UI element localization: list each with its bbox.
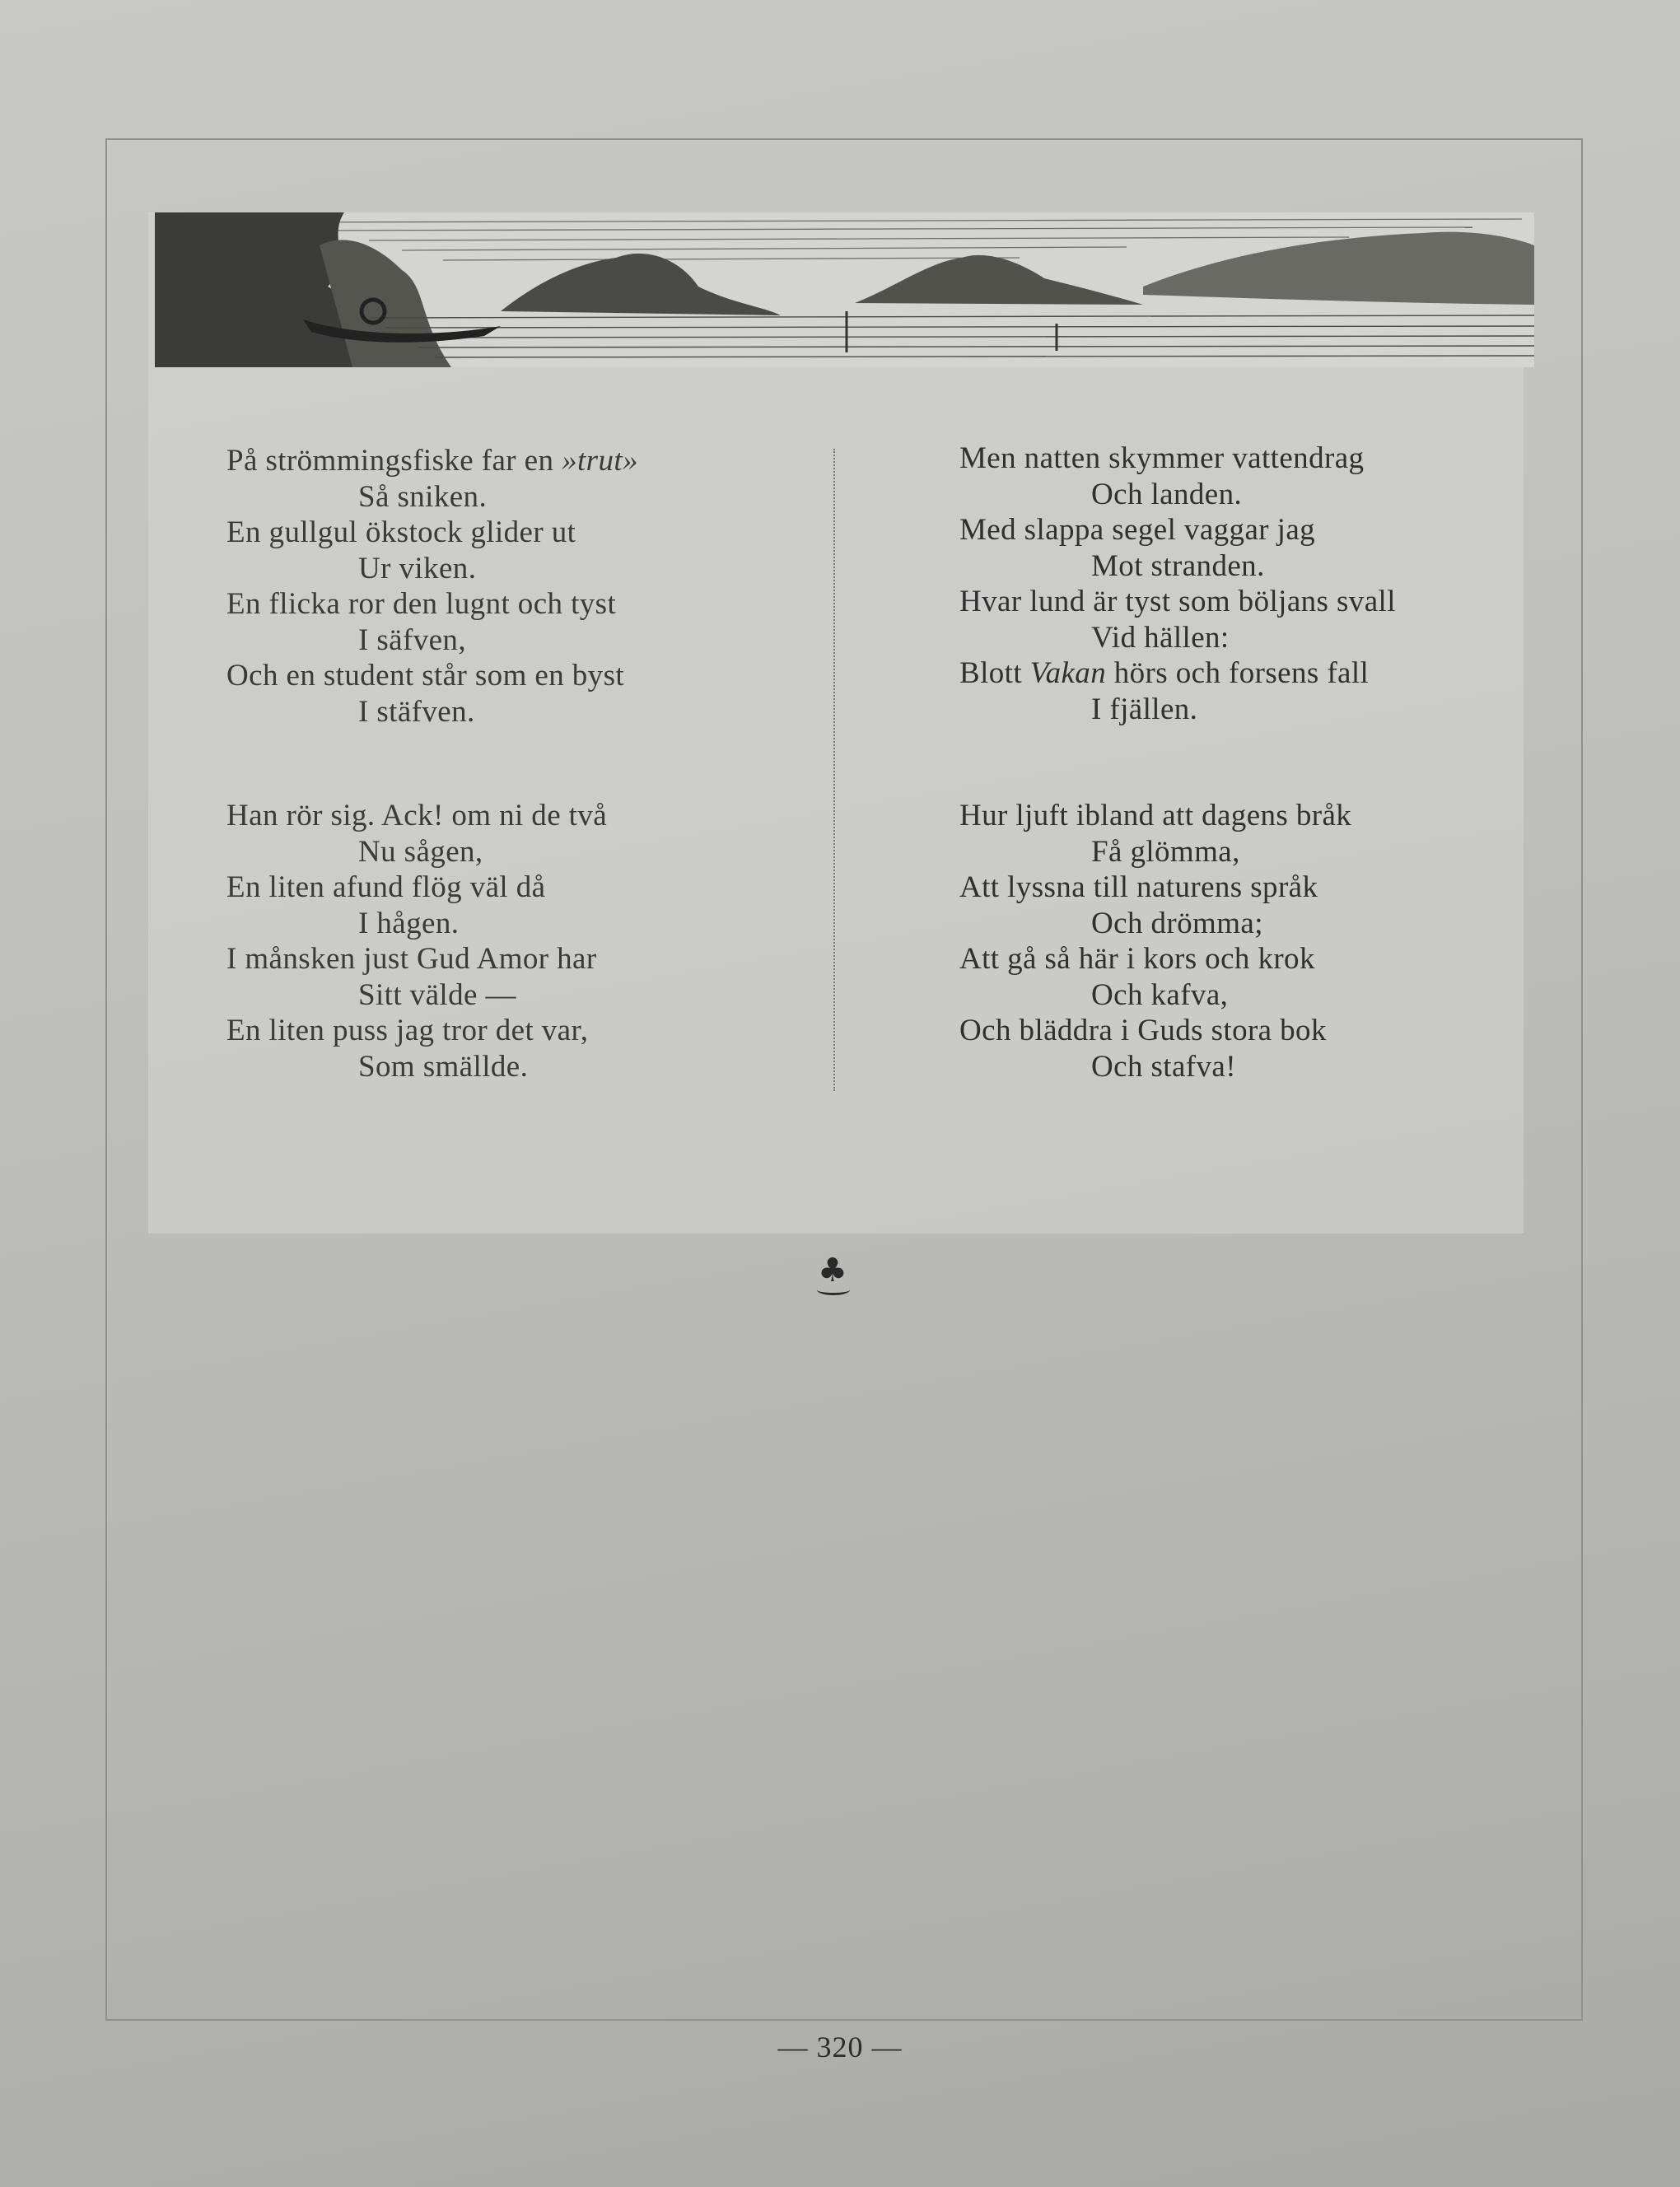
poem-line: På strömmingsfiske far en »trut» — [226, 444, 638, 478]
poem-line: Men natten skymmer vattendrag — [959, 441, 1365, 475]
poem-line: Och drömma; — [1091, 906, 1263, 940]
poem-line: Vid hällen: — [1091, 620, 1230, 655]
poem-line: Med slappa segel vaggar jag — [959, 513, 1316, 547]
poem-line: I fjällen. — [1091, 692, 1198, 726]
poem-line: I stäfven. — [358, 694, 475, 729]
poem-line: Sitt välde — — [358, 977, 516, 1012]
poem-line: Han rör sig. Ack! om ni de två — [226, 799, 608, 832]
poem-left-stanza-2 — [226, 798, 607, 1084]
poem-line: Hur ljuft ibland att dagens bråk — [959, 799, 1352, 832]
page-number: — 320 — — [777, 2031, 903, 2063]
ornament-flourish-icon — [817, 1285, 850, 1295]
poem-line: En flicka ror den lugnt och tyst — [226, 587, 617, 621]
poem-line: I säfven, — [358, 623, 466, 657]
poem-line: En liten puss jag tror det var, — [226, 1014, 589, 1047]
poem-line: Mot stranden. — [1091, 548, 1265, 583]
poem-line: I månsken just Gud Amor har — [226, 942, 597, 976]
lake-landscape-icon — [155, 212, 1534, 367]
poem-line: Att gå så här i kors och krok — [959, 942, 1315, 976]
poem-line: Nu sågen, — [358, 834, 483, 869]
poem-line: Som smällde. — [358, 1049, 529, 1084]
column-divider — [833, 449, 838, 1091]
poem-line: Så sniken. — [358, 479, 488, 514]
poem-line: Blott Vakan hörs och forsens fall — [959, 656, 1370, 690]
poem-line: Få glömma, — [1091, 834, 1240, 869]
poem-line: Och landen. — [1091, 477, 1243, 511]
poem-left-stanza-1 — [226, 443, 638, 730]
poem-line: En liten afund flög väl då — [226, 870, 546, 904]
poem-line: Och bläddra i Guds stora bok — [959, 1014, 1327, 1047]
poem-line: Och kafva, — [1091, 977, 1229, 1012]
poem-line: Att lyssna till naturens språk — [959, 870, 1318, 904]
poem-right-stanza-1 — [959, 441, 1396, 727]
poem-line: I hågen. — [358, 906, 460, 940]
poem-right-stanza-2 — [959, 798, 1351, 1084]
poem-line: Hvar lund är tyst som böljans svall — [959, 585, 1396, 618]
lake-landscape-illustration — [155, 212, 1534, 367]
club-ornament-icon: ♣ — [818, 1252, 847, 1289]
poem-line: En gullgul ökstock glider ut — [226, 515, 576, 549]
poem-line: Och stafva! — [1091, 1049, 1236, 1084]
poem-line: Ur viken. — [358, 551, 477, 585]
poem-line: Och en student står som en byst — [226, 659, 625, 692]
